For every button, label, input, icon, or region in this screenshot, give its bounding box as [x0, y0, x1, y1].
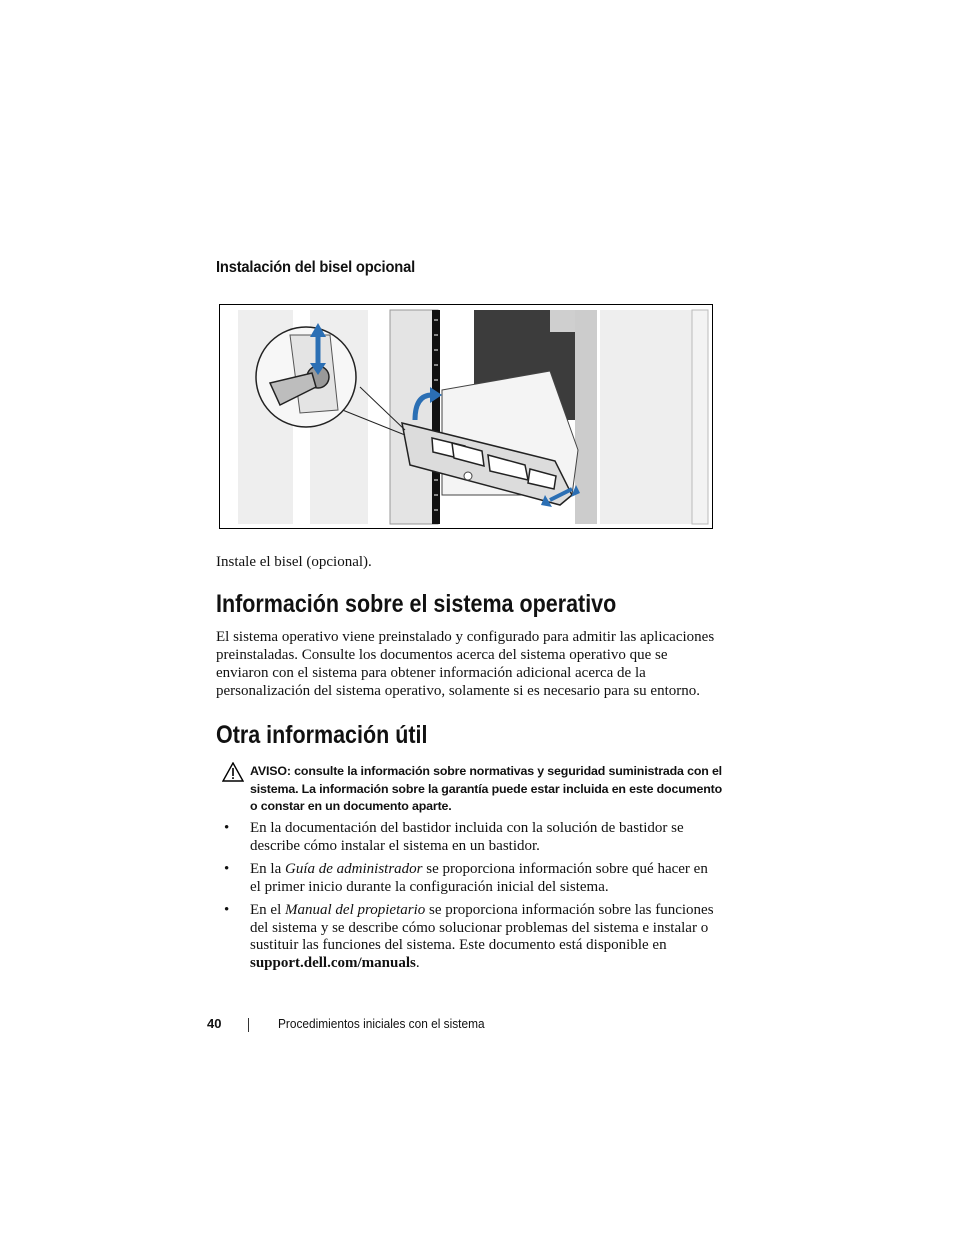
bullet: • — [224, 902, 230, 918]
support-link[interactable]: support.dell.com/manuals — [250, 954, 416, 971]
notice-text — [250, 763, 730, 816]
bezel-illustration — [220, 305, 713, 529]
list-item — [216, 820, 721, 855]
warning-triangle-icon — [222, 762, 244, 782]
rack-rail-holes — [432, 310, 440, 524]
notice-body: consulte la información sobre normativas y seguridad suministrada con el sistema. La información sobre la garantía puede estar incluida en este documento o constar en un documento aparte. — [250, 764, 723, 813]
list-item-suffix: . — [415, 954, 420, 971]
figure-caption: Instale el bisel (opcional). — [216, 554, 372, 570]
admin-guide-title: Guía de administrador — [285, 861, 423, 877]
page-number: 40 — [207, 1016, 222, 1031]
footer-title: Procedimientos iniciales con el sistema — [278, 1017, 485, 1031]
list-item — [216, 902, 721, 972]
list-item — [216, 861, 721, 896]
list-item-suffix: se proporciona información sobre qué hacer en el primer inicio durante la configuración inicial del sistema. — [250, 861, 708, 895]
list-item-text: En la documentación del bastidor incluida con la solución de bastidor se describe cómo instalar el sistema en un bastidor. — [250, 820, 684, 854]
owners-manual-title: Manual del propietario — [285, 902, 426, 918]
other-info-heading: Otra información útil — [216, 721, 428, 749]
rack-post-right — [600, 310, 692, 524]
os-paragraph: El sistema operativo viene preinstalado y configurado para admitir las aplicaciones preinstaladas. Consulte los documentos acerca del sistema operativo que se enviaron con el sistema para obtener información adicional acerca de la personalización del sistema operativo, solamente si es necesario para su entorno. — [216, 629, 715, 699]
server-corner — [550, 310, 578, 332]
bullet: • — [224, 861, 230, 877]
list-item-middle: se proporciona información sobre las funciones del sistema y se describe cómo solucionar problemas del sistema e instalar o sustituir las funciones del sistema. Este documento está disponible en — [250, 902, 714, 953]
bezel-screw — [464, 472, 472, 480]
bullet: • — [224, 820, 230, 836]
os-heading: Información sobre el sistema operativo — [216, 590, 617, 618]
list-item-prefix: En el — [250, 902, 285, 918]
list-item-prefix: En la — [250, 861, 285, 877]
footer-separator — [248, 1018, 249, 1032]
info-bullet-list — [216, 820, 721, 978]
notice-label: AVISO: — [250, 764, 291, 778]
section-subheading: Instalación del bisel opcional — [216, 259, 415, 276]
rack-edge-right — [692, 310, 708, 524]
bezel-installation-figure — [219, 304, 713, 529]
